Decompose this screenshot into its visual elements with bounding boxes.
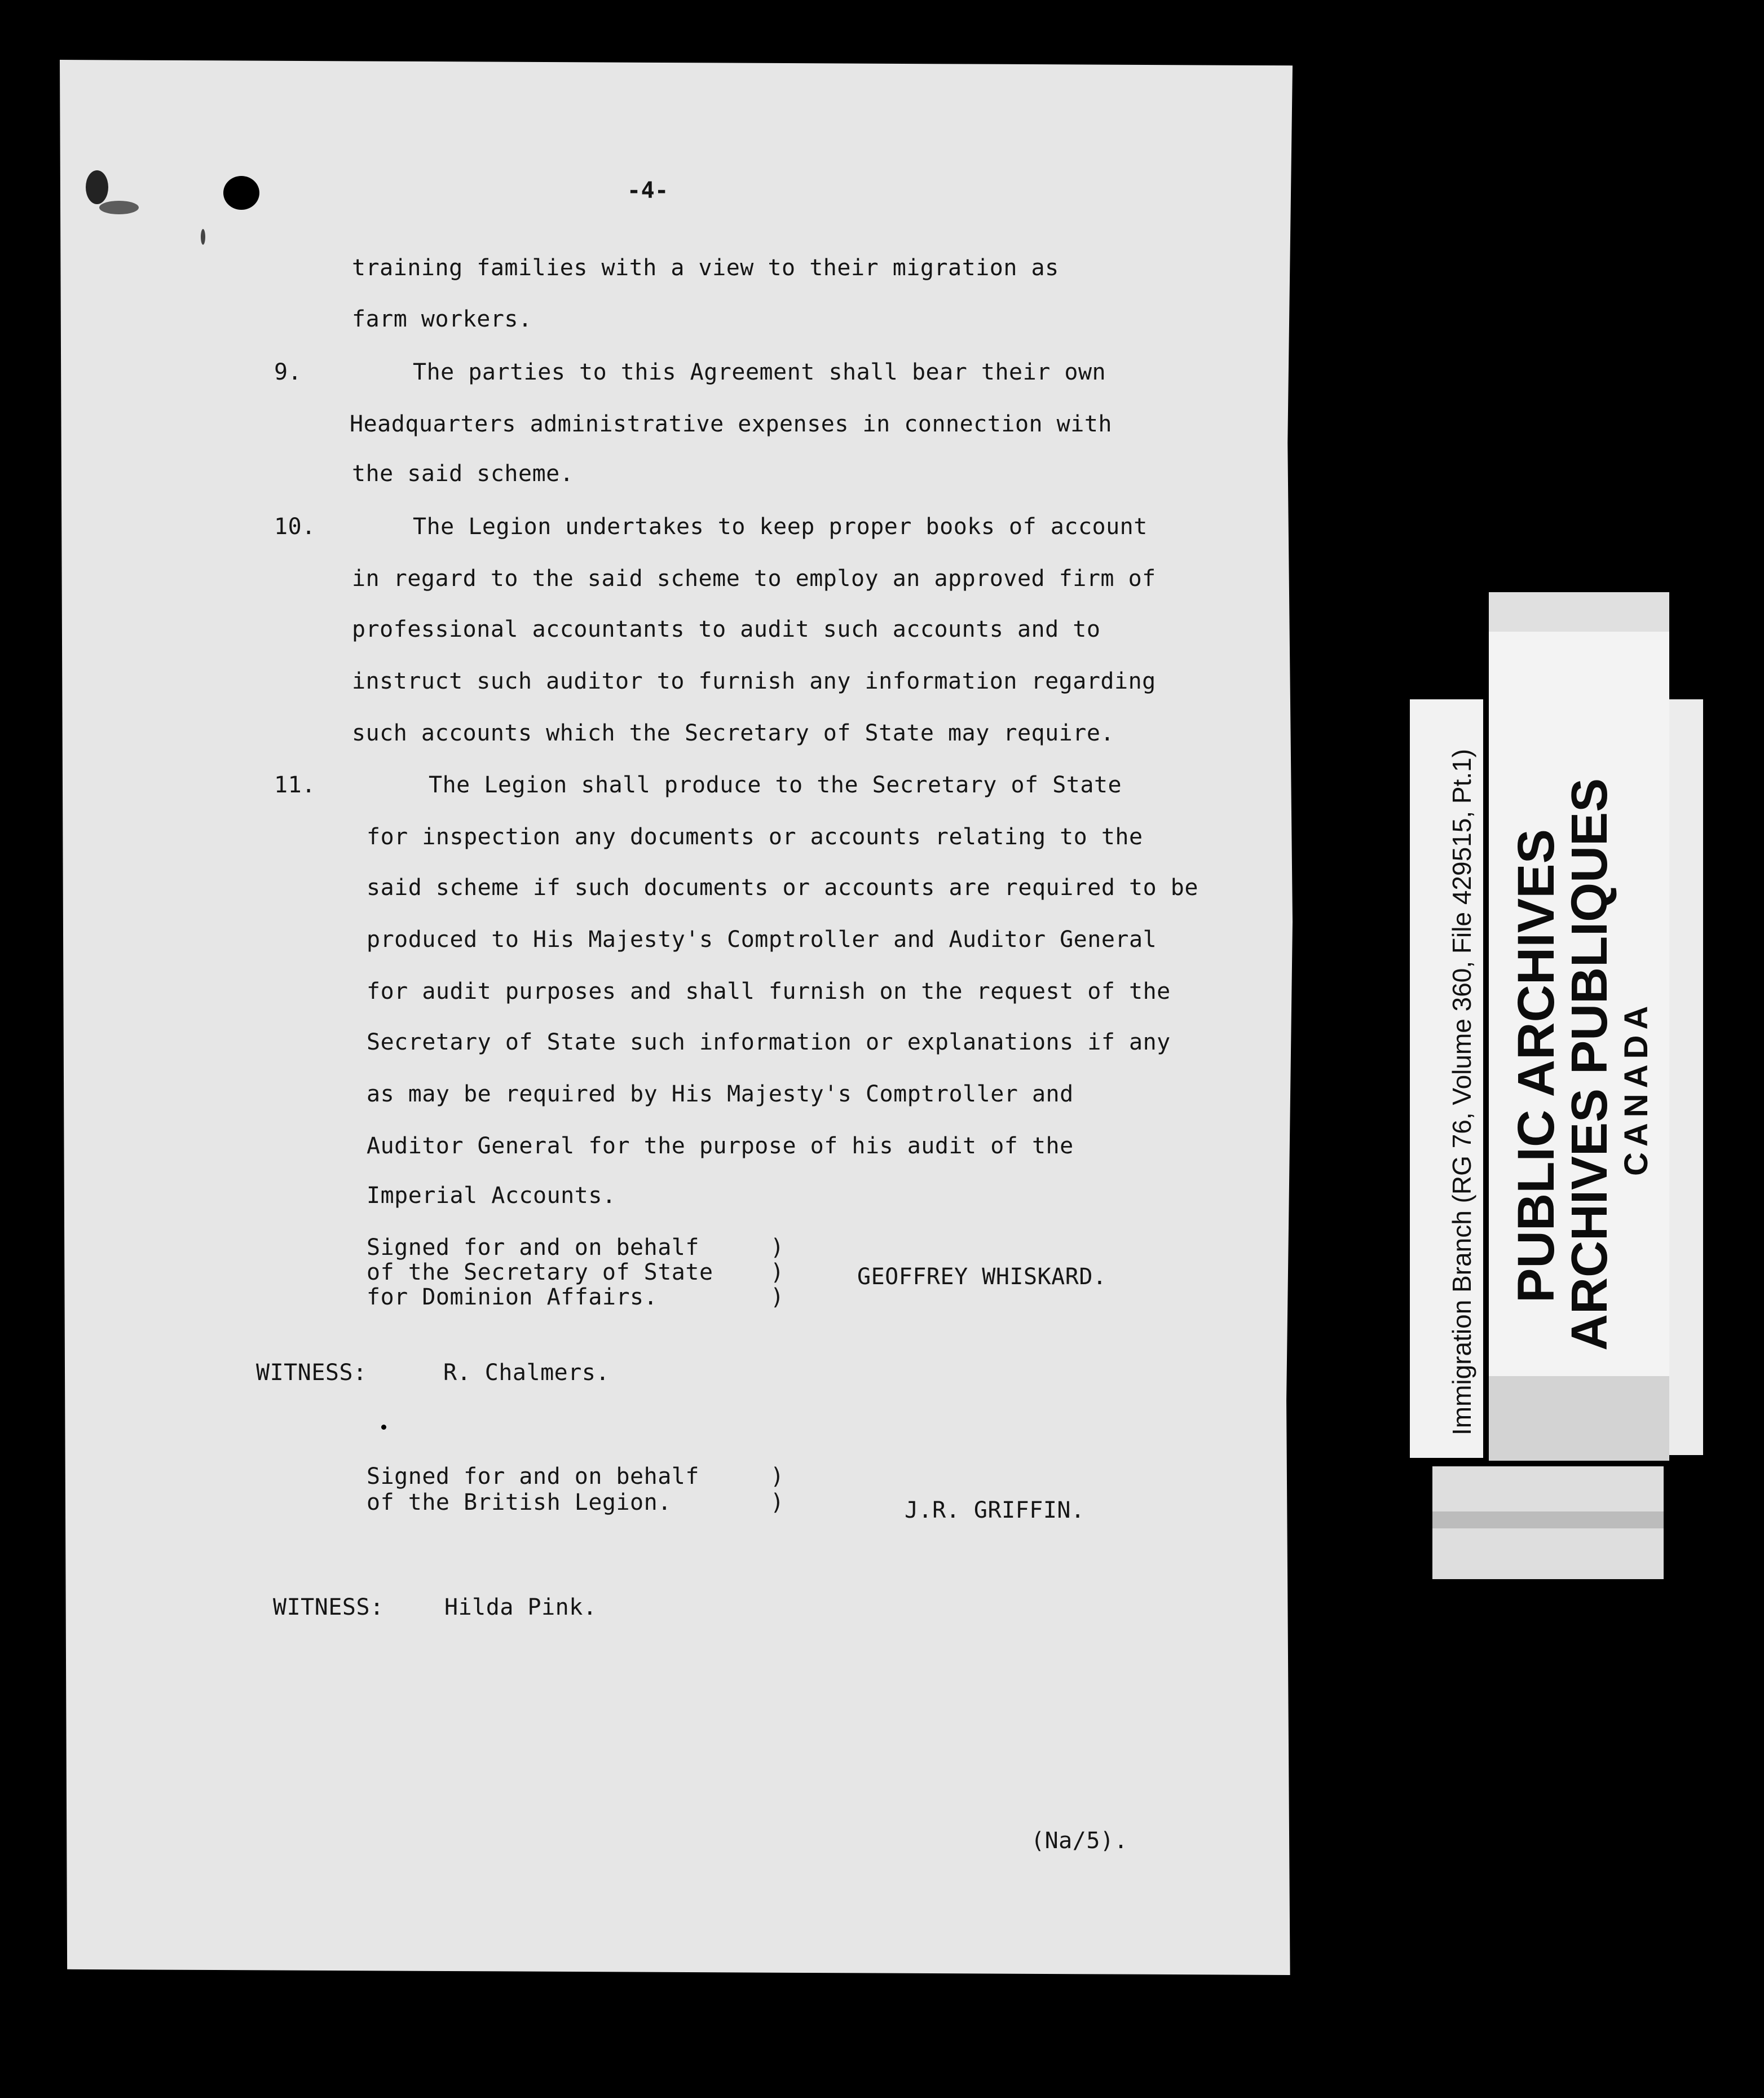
text-line: Headquarters administrative expenses in connection with [350,411,1113,437]
text-line: for inspection any documents or accounts relating to the [367,824,1143,850]
text-line: as may be required by His Majesty's Comptroller and [367,1081,1074,1107]
text-line: training families with a view to their migration as [352,255,1059,281]
text-line: Auditor General for the purpose of his audit of the [367,1133,1074,1159]
archive-reference-text: Immigration Branch (RG 76, Volume 360, File 429515, Pt.1) [1447,748,1476,1435]
ink-smudge [201,229,205,245]
text-line: said scheme if such documents or accounts are required to be [367,875,1198,901]
text-line: professional accountants to audit such accounts and to [352,616,1101,642]
witness-label: WITNESS: [256,1360,367,1386]
ink-dot [381,1425,386,1430]
stamp-canada: CANADA [1618,1000,1655,1176]
bracket: ) [770,1464,784,1489]
signature-line: Signed for and on behalf [367,1235,699,1260]
stamp-shade-band [1489,592,1669,632]
stamp-shade-band [1432,1511,1664,1528]
bracket: ) [770,1235,784,1260]
archive-stamp-edge [1669,699,1703,1455]
stamp-shade-band [1489,1376,1669,1461]
text-line: Imperial Accounts. [367,1183,616,1209]
text-line: instruct such auditor to furnish any information regarding [352,668,1156,694]
text-line: produced to His Majesty's Comptroller and Auditor General [367,927,1157,953]
signatory-name: GEOFFREY WHISKARD. [857,1264,1107,1290]
text-line: Secretary of State such information or explanations if any [367,1029,1171,1055]
witness-name: Hilda Pink. [444,1594,597,1620]
witness-name: R. Chalmers. [443,1360,610,1386]
text-line: in regard to the said scheme to employ an approved firm of [352,566,1156,592]
clause-number: 11. [274,772,316,798]
clause-number: 10. [274,514,316,540]
bracket: ) [770,1284,784,1310]
signatory-name: J.R. GRIFFIN. [905,1497,1085,1523]
text-line: The Legion undertakes to keep proper books of account [413,514,1148,540]
text-line: farm workers. [352,306,532,332]
text-line: for audit purposes and shall furnish on the request of the [367,979,1171,1004]
witness-label: WITNESS: [273,1594,384,1620]
bracket: ) [770,1259,784,1285]
ink-smudge [99,201,139,214]
clause-number: 9. [274,359,302,385]
bracket: ) [770,1489,784,1515]
stamp-archives-publiques: ARCHIVES PUBLIQUES [1562,778,1618,1351]
signature-line: for Dominion Affairs. [367,1284,658,1310]
file-reference: (Na/5). [1031,1828,1128,1854]
punch-hole-mark [223,176,259,210]
text-line: such accounts which the Secretary of State may require. [352,720,1115,746]
text-line: the said scheme. [352,461,574,487]
page-number: -4- [627,178,669,204]
signature-line: Signed for and on behalf [367,1464,699,1489]
ink-smudge [86,170,108,204]
signature-line: of the British Legion. [367,1489,672,1515]
text-line: The parties to this Agreement shall bear their own [413,359,1106,385]
document-page [60,60,1293,1975]
stamp-public-archives: PUBLIC ARCHIVES [1507,829,1565,1303]
signature-line: of the Secretary of State [367,1259,713,1285]
text-line: The Legion shall produce to the Secretary of State [429,772,1122,798]
